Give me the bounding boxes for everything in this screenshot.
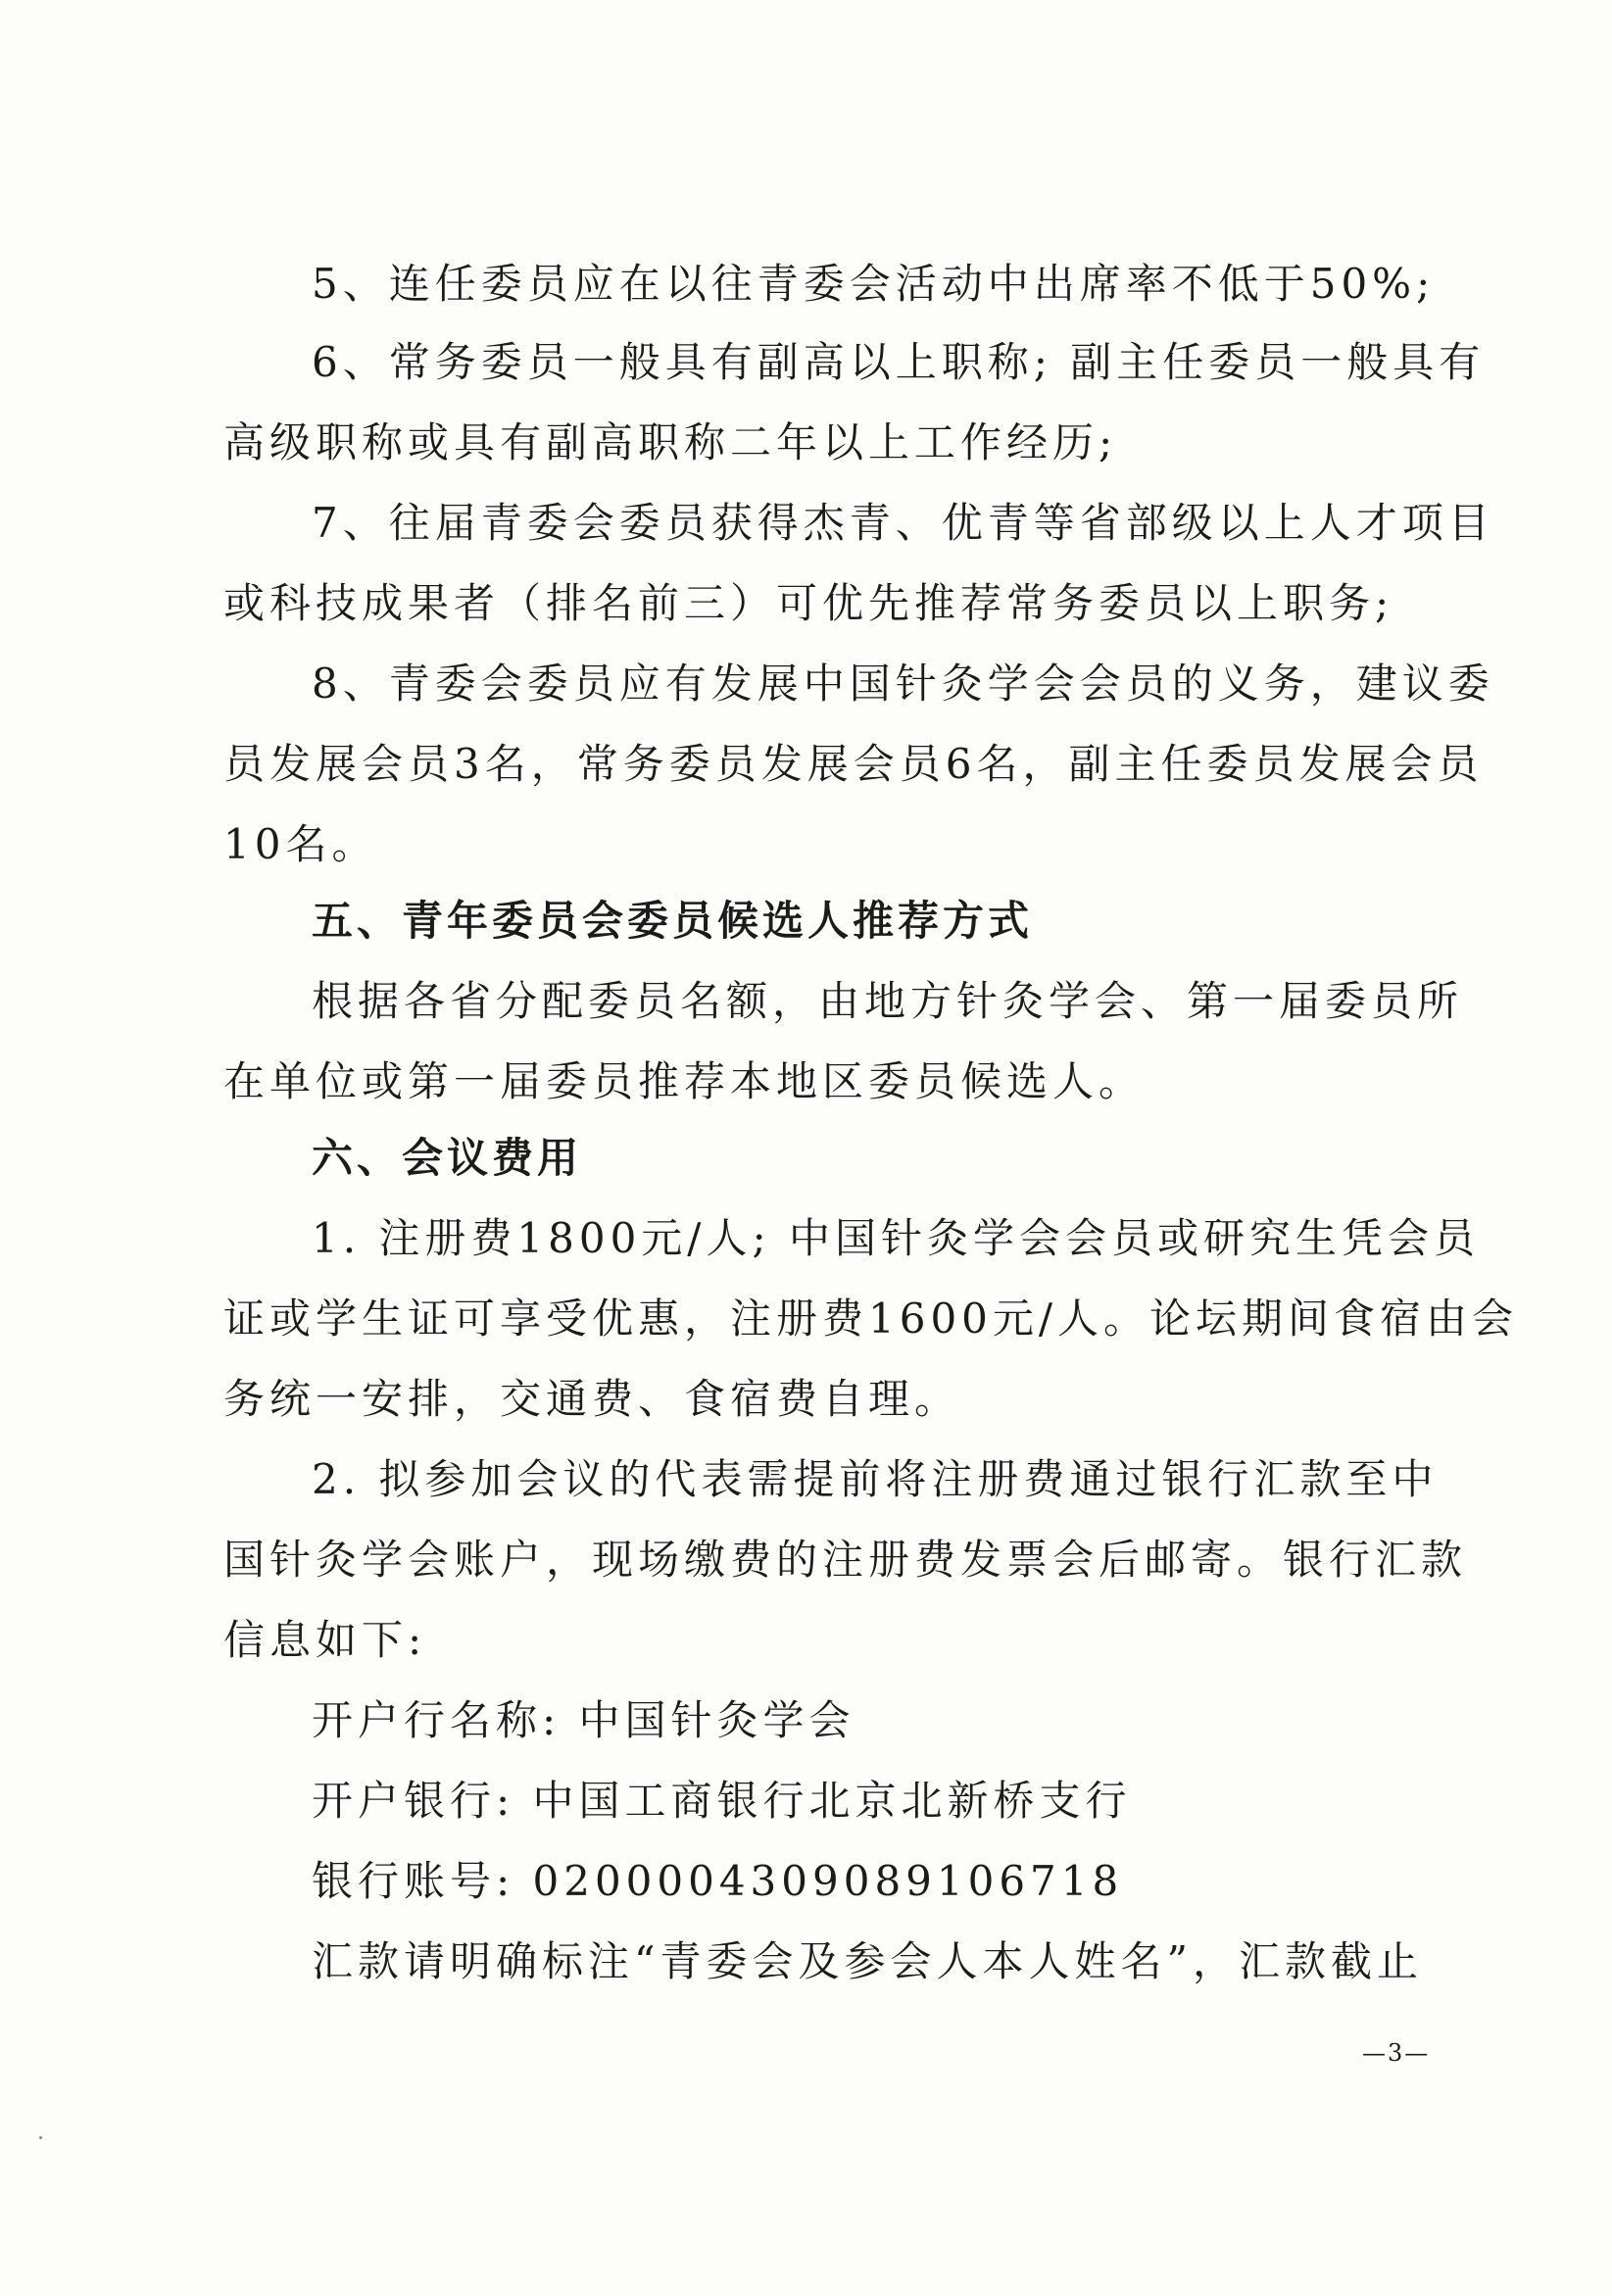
paragraph-line: 2. 拟参加会议的代表需提前将注册费通过银行汇款至中 xyxy=(312,1455,1439,1503)
paragraph-line: 1. 注册费1800元/人; 中国针灸学会会员或研究生凭会员 xyxy=(312,1214,1480,1262)
section-heading: 五、青年委员会委员候选人推荐方式 xyxy=(312,897,1034,945)
section-heading: 六、会议费用 xyxy=(312,1134,583,1182)
scan-speck xyxy=(39,2136,42,2139)
account-number-line: 银行账号: 0200004309089106718 xyxy=(312,1857,1124,1905)
paragraph-line: 或科技成果者（排名前三）可优先推荐常务委员以上职务; xyxy=(223,579,1394,627)
paragraph-line: 信息如下: xyxy=(223,1616,427,1664)
paragraph-line: 证或学生证可享受优惠，注册费1600元/人。论坛期间食宿由会 xyxy=(223,1295,1519,1343)
account-name-line: 开户行名称: 中国针灸学会 xyxy=(312,1696,855,1744)
paragraph-line: 根据各省分配委员名额，由地方针灸学会、第一届委员所 xyxy=(312,977,1464,1025)
paragraph-line: 在单位或第一届委员推荐本地区委员候选人。 xyxy=(223,1057,1146,1105)
paragraph-line: 8、青委会委员应有发展中国针灸学会会员的义务，建议委 xyxy=(312,659,1494,708)
paragraph-line: 5、连任委员应在以往青委会活动中出席率不低于50%; xyxy=(312,260,1436,308)
paragraph-line: 国针灸学会账户，现场缴费的注册费发票会后邮寄。银行汇款 xyxy=(223,1536,1468,1584)
paragraph-line: 汇款请明确标注“青委会及参会人本人姓名”，汇款截止 xyxy=(312,1937,1423,1985)
bank-name-line: 开户银行: 中国工商银行北京北新桥支行 xyxy=(312,1777,1132,1825)
page-number: —3— xyxy=(1362,2039,1431,2067)
paragraph-line: 务统一安排，交通费、食宿费自理。 xyxy=(223,1375,961,1423)
paragraph-line: 7、往届青委会委员获得杰青、优青等省部级以上人才项目 xyxy=(312,499,1494,547)
paragraph-line: 10名。 xyxy=(223,820,378,868)
paragraph-line: 员发展会员3名，常务委员发展会员6名，副主任委员发展会员 xyxy=(223,740,1484,788)
paragraph-line: 6、常务委员一般具有副高以上职称; 副主任委员一般具有 xyxy=(312,338,1486,386)
paragraph-line: 高级职称或具有副高职称二年以上工作经历; xyxy=(223,418,1118,466)
